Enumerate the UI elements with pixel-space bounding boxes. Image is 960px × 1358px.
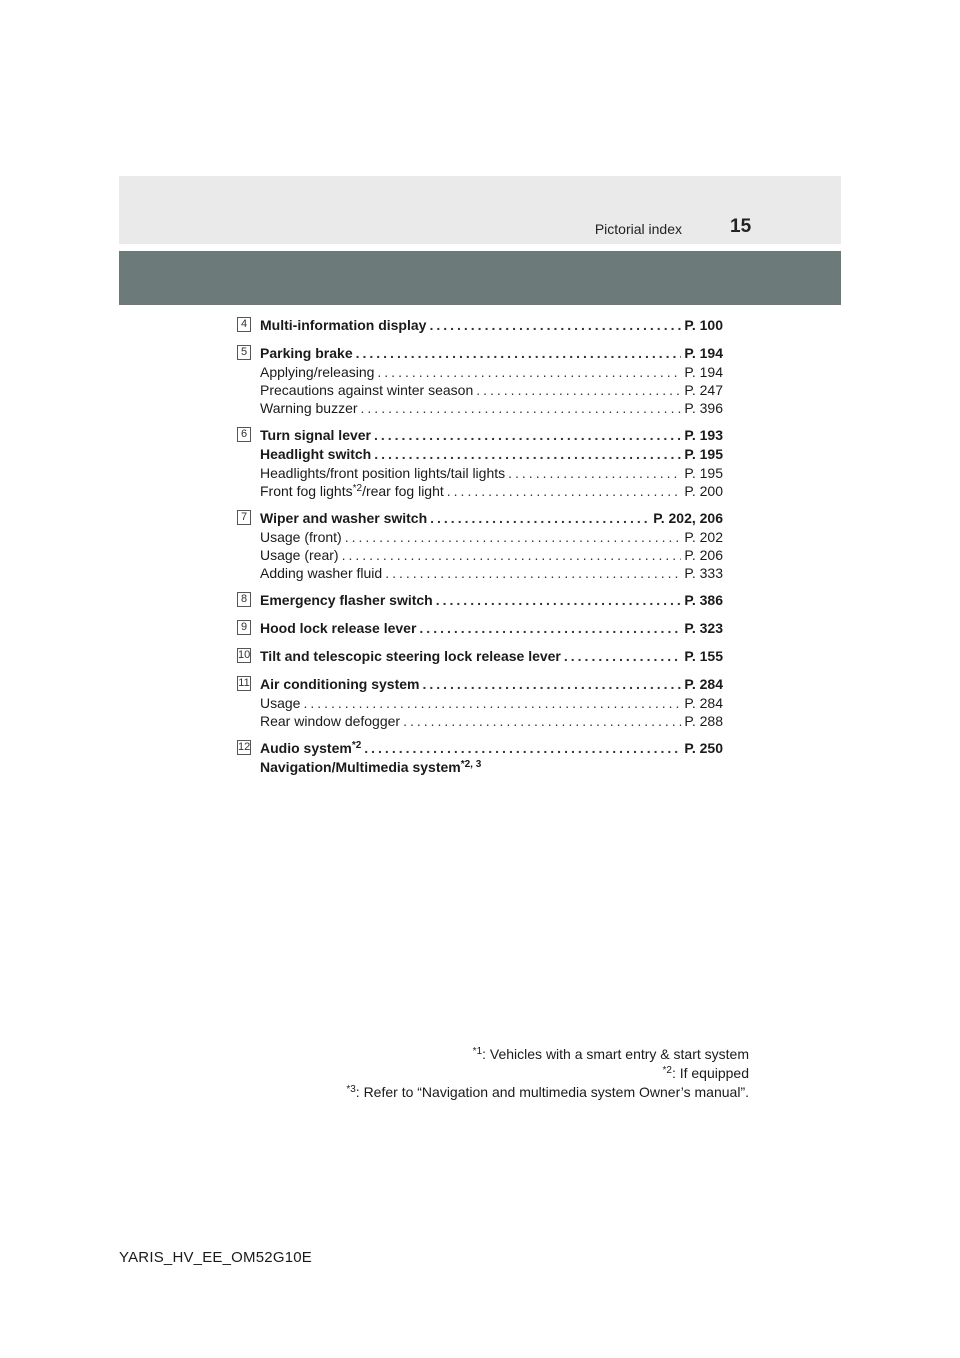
index-heading[interactable] bbox=[260, 509, 723, 528]
section-title: Pictorial index bbox=[594, 221, 682, 237]
dot-leader bbox=[364, 739, 681, 758]
index-entry bbox=[237, 619, 723, 638]
item-label bbox=[260, 363, 374, 381]
dot-leader bbox=[374, 426, 681, 445]
item-label bbox=[260, 399, 358, 417]
index-subitem[interactable] bbox=[260, 712, 723, 730]
item-label-text: Air conditioning system bbox=[260, 676, 420, 692]
index-entry bbox=[237, 675, 723, 730]
footnote-mark: *2 bbox=[662, 1065, 672, 1076]
item-label bbox=[260, 482, 444, 500]
footnote-text: : If equipped bbox=[671, 1065, 749, 1081]
index-subitem[interactable] bbox=[260, 694, 723, 712]
footnote bbox=[189, 1083, 749, 1102]
page-reference[interactable]: P. 396 bbox=[684, 400, 723, 416]
index-entry bbox=[237, 509, 723, 582]
dot-leader bbox=[374, 445, 681, 464]
item-label bbox=[260, 564, 382, 582]
dot-leader bbox=[476, 381, 681, 399]
footnote-mark: *3 bbox=[346, 1084, 356, 1095]
item-label-text: Audio system bbox=[260, 740, 352, 756]
item-label bbox=[260, 675, 419, 694]
index-subitem[interactable] bbox=[260, 464, 723, 482]
page-reference[interactable]: P. 333 bbox=[684, 565, 723, 581]
dot-leader bbox=[430, 509, 650, 528]
dot-leader bbox=[429, 316, 681, 335]
footnote-text: : Refer to “Navigation and multimedia system Owner’s manual”. bbox=[355, 1084, 749, 1100]
item-label bbox=[260, 464, 505, 482]
item-number-badge: 4 bbox=[237, 317, 251, 332]
item-label bbox=[260, 591, 433, 610]
item-label-text: Multi-information display bbox=[260, 317, 427, 333]
dot-leader bbox=[303, 694, 681, 712]
footnotes bbox=[189, 1045, 749, 1102]
footnote bbox=[189, 1064, 749, 1083]
page-reference[interactable]: P. 202 bbox=[684, 529, 723, 545]
item-label-text: Navigation/Multimedia system bbox=[260, 759, 461, 775]
page-number: 15 bbox=[730, 216, 752, 237]
item-number-badge: 7 bbox=[237, 510, 251, 525]
dot-leader bbox=[422, 675, 681, 694]
item-label-text: Emergency flasher switch bbox=[260, 592, 433, 608]
index-subitem[interactable] bbox=[260, 482, 723, 500]
item-label-text: Headlight switch bbox=[260, 446, 372, 462]
item-number-badge: 9 bbox=[237, 620, 251, 635]
dot-leader bbox=[361, 399, 682, 417]
index-heading[interactable] bbox=[260, 647, 723, 666]
page-reference[interactable]: P. 284 bbox=[684, 676, 723, 692]
item-number-badge: 6 bbox=[237, 427, 251, 442]
item-label bbox=[260, 739, 361, 758]
footnote-text: : Vehicles with a smart entry & start system bbox=[482, 1046, 749, 1062]
page-reference[interactable]: P. 200 bbox=[684, 483, 723, 499]
dot-leader bbox=[356, 344, 682, 363]
page-reference[interactable]: P. 194 bbox=[684, 364, 723, 380]
dot-leader bbox=[447, 482, 682, 500]
item-label-text: Parking brake bbox=[260, 345, 353, 361]
index-entry bbox=[237, 739, 723, 777]
index-subitem[interactable] bbox=[260, 546, 723, 564]
footnote-mark: *1 bbox=[472, 1046, 483, 1057]
dot-leader bbox=[508, 464, 681, 482]
item-number-badge: 8 bbox=[237, 592, 251, 607]
item-label bbox=[260, 381, 473, 399]
dot-leader bbox=[342, 546, 682, 564]
item-label bbox=[260, 712, 400, 730]
index-heading[interactable] bbox=[260, 591, 723, 610]
item-label bbox=[260, 619, 416, 638]
index-entry bbox=[237, 426, 723, 500]
index-subitem[interactable] bbox=[260, 381, 723, 399]
index-heading[interactable] bbox=[260, 758, 723, 777]
dot-leader bbox=[403, 712, 681, 730]
item-number-badge: 12 bbox=[238, 741, 251, 753]
index-subitem[interactable] bbox=[260, 399, 723, 417]
index-entry bbox=[237, 316, 723, 335]
index-entry bbox=[237, 344, 723, 417]
item-label-text: Front fog lights bbox=[260, 483, 353, 499]
dot-leader bbox=[385, 564, 681, 582]
item-label-text: Applying/releasing bbox=[260, 364, 375, 380]
index-list bbox=[237, 316, 723, 786]
index-heading[interactable] bbox=[260, 675, 723, 694]
item-label-text: Warning buzzer bbox=[260, 400, 358, 416]
dot-leader bbox=[419, 619, 681, 638]
item-label-text: Turn signal lever bbox=[260, 427, 371, 443]
item-number-badge: 5 bbox=[237, 345, 251, 360]
page-reference[interactable]: P. 202, 206 bbox=[653, 510, 723, 526]
item-label-text-after: /rear fog light bbox=[362, 483, 444, 499]
index-heading[interactable] bbox=[260, 445, 723, 464]
page-reference[interactable]: P. 323 bbox=[684, 620, 723, 636]
page-reference[interactable]: P. 247 bbox=[684, 382, 723, 398]
index-heading[interactable] bbox=[260, 426, 723, 445]
page-reference[interactable]: P. 206 bbox=[684, 547, 723, 563]
page-reference[interactable]: P. 155 bbox=[684, 648, 723, 664]
item-label-text: Wiper and washer switch bbox=[260, 510, 428, 526]
item-label bbox=[260, 647, 561, 666]
footnote-marker: *2 bbox=[352, 483, 363, 494]
index-subitem[interactable] bbox=[260, 363, 723, 381]
page-reference[interactable]: P. 195 bbox=[684, 446, 723, 462]
item-label bbox=[260, 426, 371, 445]
item-label-text: Usage (front) bbox=[260, 529, 342, 545]
document-id: YARIS_HV_EE_OM52G10E bbox=[119, 1249, 312, 1266]
item-label bbox=[260, 445, 371, 464]
page-reference[interactable]: P. 288 bbox=[684, 713, 723, 729]
item-label-text: Rear window defogger bbox=[260, 713, 401, 729]
page-reference[interactable]: P. 386 bbox=[684, 592, 723, 608]
index-entry bbox=[237, 647, 723, 666]
footnote-marker: *2 bbox=[351, 740, 362, 751]
index-heading[interactable] bbox=[260, 739, 723, 758]
item-label-text: Headlights/front position lights/tail lights bbox=[260, 465, 506, 481]
page-reference[interactable]: P. 195 bbox=[684, 465, 723, 481]
item-label bbox=[260, 758, 481, 777]
page-reference[interactable]: P. 100 bbox=[684, 317, 723, 333]
item-label-text: Hood lock release lever bbox=[260, 620, 417, 636]
item-label bbox=[260, 316, 426, 335]
item-label-text: Tilt and telescopic steering lock release lever bbox=[260, 648, 561, 664]
item-number-badge: 11 bbox=[238, 677, 250, 689]
item-label bbox=[260, 509, 427, 528]
index-subitem[interactable] bbox=[260, 564, 723, 582]
index-entry bbox=[237, 591, 723, 610]
dot-leader bbox=[564, 647, 681, 666]
index-heading[interactable] bbox=[260, 619, 723, 638]
page-reference[interactable]: P. 193 bbox=[684, 427, 723, 443]
item-label bbox=[260, 344, 353, 363]
page-reference[interactable]: P. 194 bbox=[684, 345, 723, 361]
item-label-text: Adding washer fluid bbox=[260, 565, 383, 581]
header-bar bbox=[119, 251, 841, 305]
dot-leader bbox=[345, 528, 682, 546]
page-reference[interactable]: P. 284 bbox=[684, 695, 723, 711]
item-number-badge: 10 bbox=[238, 649, 251, 661]
dot-leader bbox=[436, 591, 682, 610]
item-label-text: Precautions against winter season bbox=[260, 382, 474, 398]
dot-leader bbox=[377, 363, 681, 381]
footnote-marker: *2, 3 bbox=[460, 759, 482, 770]
item-label-text: Usage (rear) bbox=[260, 547, 339, 563]
item-label bbox=[260, 546, 339, 564]
item-label bbox=[260, 528, 342, 546]
index-heading[interactable] bbox=[260, 344, 723, 363]
index-heading[interactable] bbox=[260, 316, 723, 335]
item-label-text: Usage bbox=[260, 695, 301, 711]
item-label bbox=[260, 694, 300, 712]
index-subitem[interactable] bbox=[260, 528, 723, 546]
page-reference[interactable]: P. 250 bbox=[684, 740, 723, 756]
footnote bbox=[189, 1045, 749, 1064]
